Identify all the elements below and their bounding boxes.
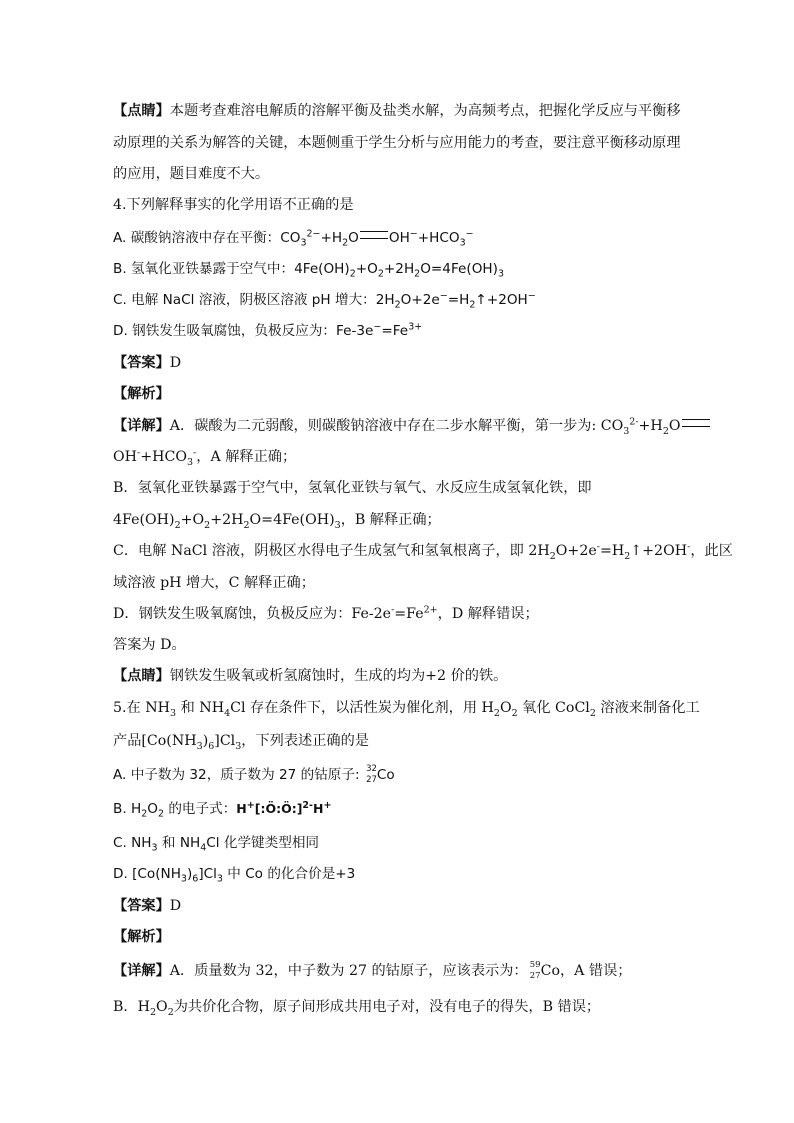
text-line-l16: 域溶液 pH 增大，C 解释正确； <box>113 575 315 591</box>
text-line-l29: B．$H_2O_2$为共价化合物，原子间形成共用电子对，没有电子的得失，B 错误； <box>113 999 601 1018</box>
text-line-l18: 答案为 D。 <box>113 637 186 653</box>
text-line-l3: 的应用，题目难度不大。 <box>113 166 270 182</box>
text-line-l8: D. 钢铁发生吸氧腐蚀，负极反应为：$Fe-3e^-=Fe^{3+}$ <box>113 321 423 339</box>
text-line-l2: 动原理的关系为解答的关键，本题侧重于学生分析与应用能力的考查，要注意平衡移动原理 <box>113 135 681 151</box>
text-line-l24: C. $NH_3$ 和 $NH_4Cl$ 化学键类型相同 <box>113 835 320 854</box>
text-line-l12: $OH^-+HCO_3^-$，A 解释正确； <box>113 447 297 468</box>
text-line-l23: B. $H_2O_2$ 的电子式：H+[:Ö:Ö:]$^{2-}$H+ <box>113 799 332 820</box>
text-line-l7: C. 电解 NaCl 溶液，阴极区溶液 pH 增大：$2H_2O+2e^-=H_2↑+2OH^-$ <box>113 290 536 311</box>
text-line-l19: 【点睛】钢铁发生吸氧或析氢腐蚀时，生成的均为+2 价的铁。 <box>113 668 508 684</box>
text-line-l22: A. 中子数为 32，质子数为 27 的钴原子: 32 27 Co <box>113 764 395 785</box>
text-line-l13: B．氢氧化亚铁暴露于空气中，氢氧化亚铁与氧气、水反应生成氢氧化铁，即 <box>113 480 592 496</box>
text-line-l6: B. 氢氧化亚铁暴露于空气中：$4Fe(OH)_2+O_2+2H_2O=4Fe(OH)_3$ <box>113 261 504 280</box>
text-line-l4: 4.下列解释事实的化学用语不正确的是 <box>113 197 354 213</box>
text-line-l11: 【详解】A．碳酸为二元弱酸，则碳酸钠溶液中存在二步水解平衡，第一步为: $CO_3^{2-}+H_2O$ <box>113 416 679 436</box>
text-line-l5: A. 碳酸钠溶液中存在平衡：$CO_3^{2-}+H_2O$ $OH^-+HCO_3^-$ <box>113 228 474 249</box>
text-line-l17: D．钢铁发生吸氧腐蚀，负极反应为：$Fe-2e^-=Fe^{2+}$，D 解释错误； <box>113 604 539 622</box>
text-line-l25: D. $[Co(NH_3)_6]Cl_3$ 中 Co 的化合价是+3 <box>113 866 356 885</box>
text-line-l27: 【解析】 <box>113 929 170 945</box>
text-line-l28: 【详解】A．质量数为 32，中子数为 27 的钴原子，应该表示为： 59 27 Co，A 错误； <box>113 960 632 981</box>
text-line-l9: 【答案】D <box>113 355 182 371</box>
text-line-l14: $4Fe(OH)_2+O_2+2H_2O=4Fe(OH)_3$，B 解释正确； <box>113 512 441 531</box>
text-line-l26: 【答案】D <box>113 898 182 914</box>
text-line-l21: 产品$[Co(NH_3)_6]Cl_3$，下列表述正确的是 <box>113 733 369 752</box>
text-line-l20: 5.在 $NH_3$ 和 $NH_4Cl$ 存在条件下，以活性炭为催化剂，用 $H_2O_2$ 氧化 CoCl$_2$ 溶液来制备化工 <box>113 700 700 719</box>
text-line-l15: C．电解 NaCl 溶液，阴极区水得电子生成氢气和氢氧根离子，即 $2H_2O+2e^-=H_2↑+2OH^-$，此区 <box>113 541 733 562</box>
text-line-l1: 【点睛】本题考查难溶电解质的溶解平衡及盐类水解，为高频考点，把握化学反应与平衡移 <box>113 103 681 119</box>
text-line-l10: 【解析】 <box>113 386 170 402</box>
